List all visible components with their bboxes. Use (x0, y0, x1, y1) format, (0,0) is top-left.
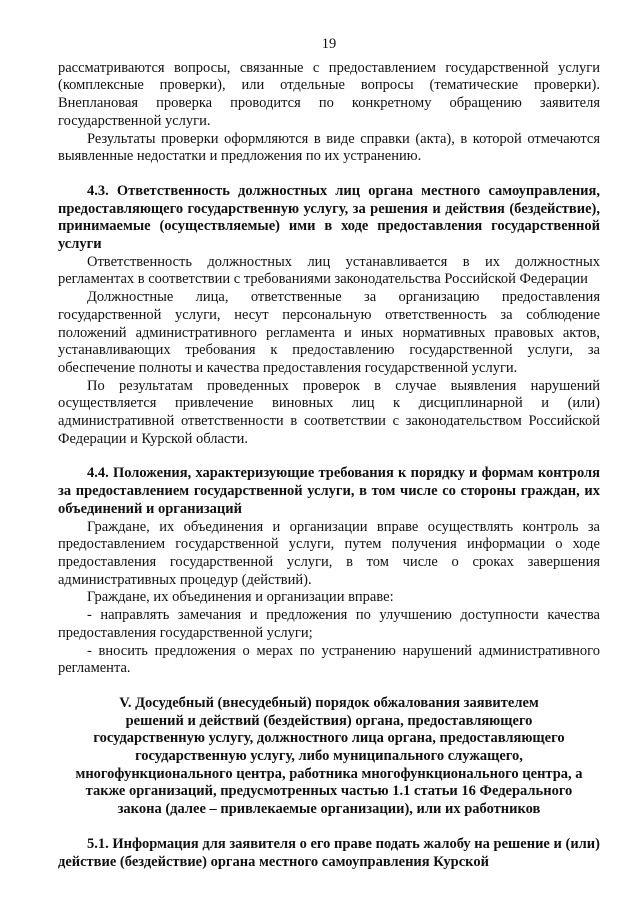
section-v-heading (58, 695, 600, 819)
heading-4-4: 4.4. Положения, характеризующие требования к порядку и формам контроля за предоставлением государственной услуги, в том числе со стороны граждан, их объединений и организаций (58, 465, 600, 517)
paragraph-responsibility-regulations: Ответственность должностных лиц устанавливается в их должностных регламентах в соответствии с требованиями законодательства Российской Федерации (58, 253, 600, 288)
paragraph-disciplinary-liability: По результатам проведенных проверок в случае выявления нарушений осуществляется привлечение виновных лиц к дисциплинарной и (или) административной ответственности в соответствии с законодательством Российской Федерации и Курской области. (58, 377, 600, 447)
heading-5-1: 5.1. Информация для заявителя о его праве подать жалобу на решение и (или) действие (бездействие) органа местного самоуправления Курской (58, 835, 600, 870)
section-v-line: также организаций, предусмотренных частью 1.1 статьи 16 Федерального (85, 783, 573, 800)
paragraph-citizen-rights: Граждане, их объединения и организации вправе: (87, 589, 394, 606)
spacer (58, 678, 600, 695)
list-item-remarks: - направлять замечания и предложения по улучшению доступности качества предоставления государственной услуги; (58, 607, 600, 641)
section-v-line: решений и действий (бездействия) органа, предоставляющего (125, 712, 533, 729)
spacer (58, 819, 600, 836)
section-v-line: закона (далее – привлекаемые организации), или их работников (117, 801, 541, 818)
spacer (58, 166, 600, 183)
section-v-line: многофункционального центра, работника многофункционального центра, а (75, 765, 583, 782)
section-v-line: государственную услугу, должностного лица органа, предоставляющего (93, 730, 565, 747)
section-v-line: V. Досудебный (внесудебный) порядок обжалования заявителем (119, 694, 539, 711)
paragraph-inspection-results: Результаты проверки оформляются в виде справки (акта), в которой отмечаются выявленные недостатки и предложения по их устранению. (58, 130, 600, 165)
page-number: 19 (321, 36, 337, 52)
section-v-line: государственную услугу, либо муниципального служащего, (135, 748, 523, 765)
paragraph-inspection-topics: рассматриваются вопросы, связанные с предоставлением государственной услуги (комплексные проверки), или отдельные вопросы (тематические проверки). Внеплановая проверка проводится по конкретному обращению заявителя государственной услуги. (58, 59, 600, 129)
heading-4-3: 4.3. Ответственность должностных лиц органа местного самоуправления, предоставляющего государственную услугу, за решения и действия (бездействие), принимаемые (осуществляемые) ими в ходе предоставления государственной услуги (58, 182, 600, 253)
list-item-proposals: - вносить предложения о мерах по устранению нарушений административного регламента. (58, 642, 600, 677)
spacer (58, 448, 600, 465)
paragraph-citizen-control: Граждане, их объединения и организации вправе осуществлять контроль за предоставлением государственной услуги, путем получения информации о ходе предоставления государственной услуги, в том числе о сроках завершения административных процедур (действий). (58, 518, 600, 588)
paragraph-personal-responsibility: Должностные лица, ответственные за организацию предоставления государственной услуги, несут персональную ответственность за соблюдение положений административного регламента и иных нормативных правовых актов, устанавливающих требования к предоставлению государственной услуги, за обеспечение полноты и качества предоставления государственной услуги. (58, 289, 600, 376)
